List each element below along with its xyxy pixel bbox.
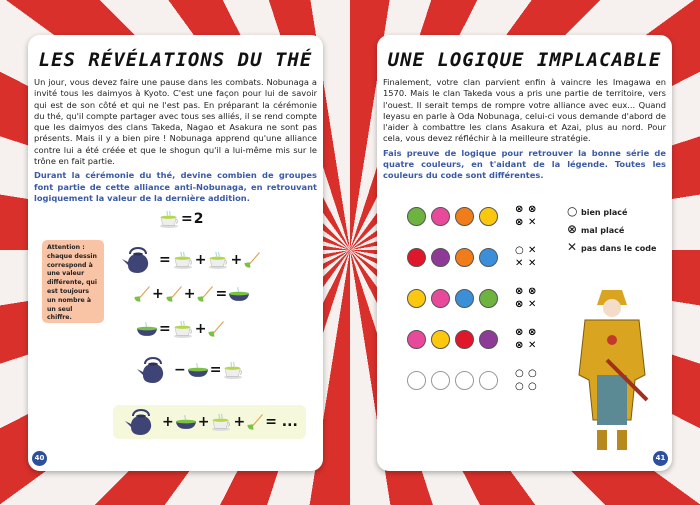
- equation-symbol: +: [162, 414, 174, 430]
- equation-symbol: +: [194, 252, 207, 268]
- color-peg: [407, 248, 426, 267]
- page-number: 41: [653, 451, 668, 466]
- legend: [567, 203, 656, 257]
- color-peg: [431, 248, 450, 267]
- samurai-illustration: [567, 280, 657, 455]
- feedback-symbol: ⊗: [515, 327, 524, 338]
- feedback-symbol: ✕: [528, 245, 537, 256]
- legend-item: [567, 221, 656, 239]
- feedback-symbol: ⊗: [528, 204, 537, 215]
- equation-row: [118, 245, 261, 275]
- legend-symbol: ○: [567, 204, 578, 218]
- cup-icon: [207, 251, 229, 269]
- color-peg: [431, 330, 450, 349]
- equation-symbol: =: [159, 252, 171, 268]
- equation-symbol: 2: [193, 211, 204, 227]
- whisk-icon: [246, 413, 264, 431]
- page-title: LES RÉVÉLATIONS DU THÉ: [38, 49, 313, 71]
- color-peg: [455, 207, 474, 226]
- teapot-icon: [133, 355, 173, 385]
- bowl-icon: [136, 322, 158, 337]
- bowl-icon: [187, 363, 209, 378]
- color-peg: [431, 371, 450, 390]
- page-title: UNE LOGIQUE IMPLACABLE: [387, 49, 662, 71]
- equation-symbol: = ...: [265, 414, 298, 430]
- equation-row: [158, 210, 203, 228]
- teapot-icon: [118, 245, 158, 275]
- bowl-icon: [175, 415, 197, 430]
- color-peg: [455, 248, 474, 267]
- color-peg: [479, 289, 498, 308]
- page-number: 40: [32, 451, 47, 466]
- cup-icon: [172, 251, 194, 269]
- legend-item: [567, 203, 656, 221]
- code-row: [407, 285, 541, 311]
- legend-label: pas dans le code: [581, 244, 657, 253]
- equation-row: [133, 355, 244, 385]
- legend-label: mal placé: [581, 226, 625, 235]
- story-text: [380, 77, 669, 182]
- feedback-grid: [515, 203, 541, 229]
- feedback-symbol: ⊗: [528, 286, 537, 297]
- equation-row: [136, 320, 225, 338]
- feedback-symbol: ○: [515, 245, 524, 256]
- equation-symbol: +: [183, 286, 196, 302]
- feedback-symbol: ✕: [528, 217, 537, 228]
- color-peg: [479, 330, 498, 349]
- legend-item: [567, 239, 656, 257]
- color-peg: [407, 371, 426, 390]
- code-row: [407, 244, 541, 270]
- feedback-grid: [515, 285, 541, 311]
- cup-icon: [222, 361, 244, 379]
- story-text: [31, 77, 320, 204]
- color-peg: [479, 371, 498, 390]
- legend-label: bien placé: [581, 208, 628, 217]
- equation-symbol: =: [209, 362, 222, 378]
- cup-icon: [210, 413, 232, 431]
- feedback-grid: [515, 244, 541, 270]
- whisk-icon: [196, 285, 214, 303]
- feedback-symbol: ○: [528, 381, 537, 392]
- code-row: [407, 326, 541, 352]
- equation-symbol: =: [181, 211, 193, 227]
- cup-icon: [158, 210, 180, 228]
- equation-symbol: +: [233, 414, 246, 430]
- feedback-symbol: ⊗: [515, 340, 524, 351]
- equation-row: [113, 405, 306, 439]
- feedback-symbol: ⊗: [515, 286, 524, 297]
- feedback-symbol: ⊗: [515, 217, 524, 228]
- left-page: [28, 35, 323, 471]
- story-paragraph: Finalement, votre clan parvient enfin à vaincre les Imagawa en 1570. Mais le clan Takeda vous a pris une partie de territoire, vers l'ouest. Il serait temps de rompre votre alliance avec eux... Quand Ieyasu en parle à Oda Nobunaga, celui-ci vous demande d'abord de l'aider à combattre les clans Asakura et Azai, plus au nord. Pour cela, vous devez réfléchir à la meilleure stratégie.: [383, 77, 666, 144]
- legend-symbol: ⊗: [567, 222, 578, 236]
- color-peg: [407, 330, 426, 349]
- whisk-icon: [133, 285, 151, 303]
- equation-symbol: +: [230, 252, 243, 268]
- feedback-symbol: ✕: [515, 258, 524, 269]
- feedback-symbol: ✕: [528, 258, 537, 269]
- equation-symbol: =: [215, 286, 228, 302]
- feedback-symbol: ✕: [528, 340, 537, 351]
- color-peg: [479, 207, 498, 226]
- whisk-icon: [165, 285, 183, 303]
- feedback-symbol: ○: [515, 368, 524, 379]
- story-paragraph: Un jour, vous devez faire une pause dans les combats. Nobunaga a invité tous les daimyos à Kyoto. C'est une façon pour lui de savoir qui est de son côté et qui ne l'est pas. En préparant la cérémonie du thé, qu'il compte partager avec tous ses alliés, il se rend compte que les daimyos des clans Takeda, Nagao et Asakura ne sont pas présents. Mais il y a bien pire ! Nobunaga apprend qu'une alliance contre lui a été créée et que le shogun qu'il a lui-même mis sur le trône en fait partie.: [34, 77, 317, 167]
- equation-symbol: =: [159, 321, 171, 337]
- equation-symbol: +: [152, 286, 164, 302]
- legend-symbol: ✕: [567, 240, 578, 254]
- color-peg: [455, 371, 474, 390]
- color-peg: [407, 207, 426, 226]
- color-peg: [431, 207, 450, 226]
- feedback-symbol: ○: [528, 368, 537, 379]
- cup-icon: [172, 320, 194, 338]
- equation-symbol: +: [197, 414, 210, 430]
- color-peg: [431, 289, 450, 308]
- equation-row: [133, 285, 250, 303]
- equation-symbol: +: [194, 321, 207, 337]
- puzzle-instruction: Fais preuve de logique pour retrouver la bonne série de quatre couleurs, en t'aidant de la légende. Toutes les couleurs du code sont différentes.: [383, 147, 666, 181]
- equation-symbol: −: [174, 362, 186, 378]
- feedback-symbol: ✕: [528, 299, 537, 310]
- teapot-icon: [121, 407, 161, 437]
- color-peg: [407, 289, 426, 308]
- color-peg: [455, 289, 474, 308]
- feedback-symbol: ⊗: [515, 204, 524, 215]
- code-row: [407, 367, 541, 393]
- color-peg: [455, 330, 474, 349]
- color-peg: [479, 248, 498, 267]
- attention-note: Attention : chaque dessin correspond à une valeur différente, qui est toujours un nombre à un seul chiffre.: [42, 240, 104, 323]
- feedback-grid: [515, 367, 541, 393]
- puzzle-instruction: Durant la cérémonie du thé, devine combien de groupes font partie de cette alliance anti-Nobunaga, en retrouvant logiquement la valeur de la dernière addition.: [34, 170, 317, 203]
- feedback-symbol: ⊗: [515, 299, 524, 310]
- bowl-icon: [228, 287, 250, 302]
- feedback-symbol: ○: [515, 381, 524, 392]
- right-page: [377, 35, 672, 471]
- code-row: [407, 203, 541, 229]
- feedback-symbol: ⊗: [528, 327, 537, 338]
- whisk-icon: [243, 251, 261, 269]
- whisk-icon: [207, 320, 225, 338]
- feedback-grid: [515, 326, 541, 352]
